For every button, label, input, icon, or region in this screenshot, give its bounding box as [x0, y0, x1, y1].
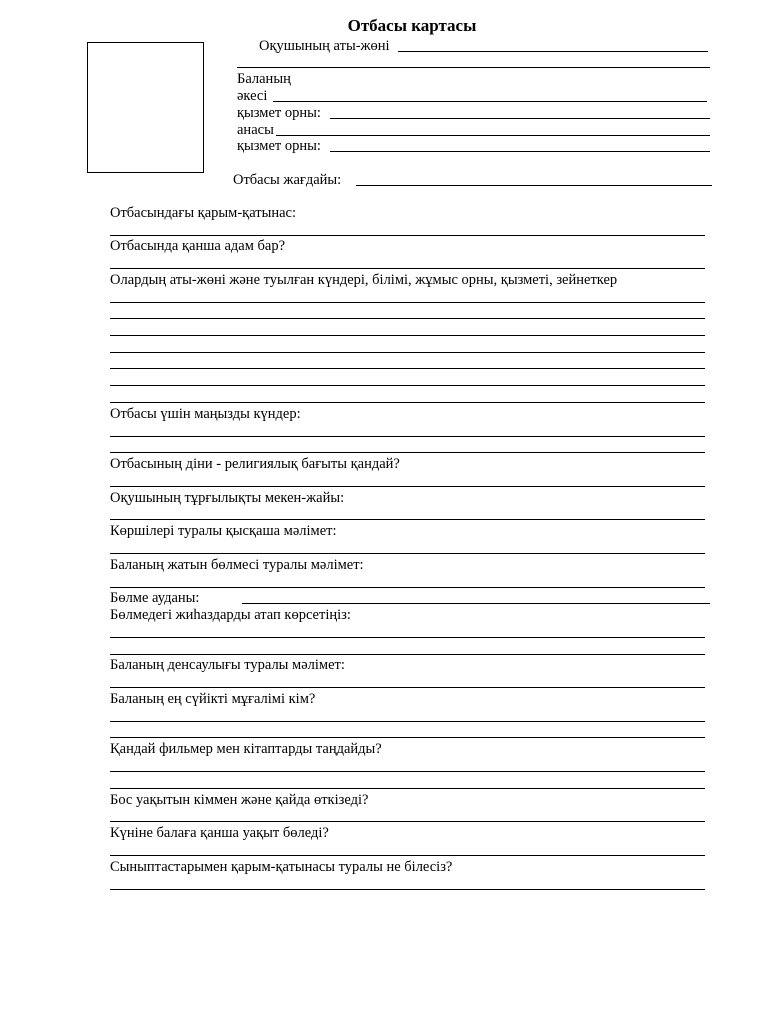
answer-line[interactable]	[110, 402, 705, 403]
student-name-label: Оқушының аты-жөні	[259, 38, 390, 54]
question-family-size: Отбасында қанша адам бар?	[110, 238, 286, 254]
answer-line[interactable]	[110, 335, 705, 336]
answer-line[interactable]	[110, 553, 705, 554]
photo-placeholder-box[interactable]	[87, 42, 204, 173]
answer-line[interactable]	[110, 436, 705, 437]
father-workplace-line[interactable]	[330, 118, 710, 119]
question-health: Баланың денсаулығы туралы мәлімет:	[110, 657, 345, 673]
mother-line[interactable]	[276, 135, 710, 136]
question-relationships: Отбасындағы қарым-қатынас:	[110, 205, 297, 221]
question-neighbors: Көршілері туралы қысқаша мәлімет:	[110, 523, 337, 539]
question-time-for-child: Күніне балаға қанша уақыт бөледі?	[110, 825, 329, 841]
question-address: Оқушының тұрғылықты мекен-жайы:	[110, 490, 345, 506]
question-religion: Отбасының діни - религиялық бағыты қандай?	[110, 456, 400, 472]
family-status-line[interactable]	[356, 185, 712, 186]
question-classmates: Сыныптастарымен қарым-қатынасы туралы не білесіз?	[110, 859, 453, 875]
answer-line[interactable]	[110, 821, 705, 822]
answer-line[interactable]	[110, 587, 705, 588]
answer-line[interactable]	[110, 721, 705, 722]
answer-line[interactable]	[110, 637, 705, 638]
question-members-details: Олардың аты-жөні және туылған күндері, білімі, жұмыс орны, қызметі, зейнеткер	[110, 272, 618, 288]
room-area-line[interactable]	[242, 603, 710, 604]
question-room-area: Бөлме ауданы:	[110, 590, 200, 606]
child-label: Баланың	[237, 71, 291, 87]
question-furniture: Бөлмедегі жиһаздарды атап көрсетіңіз:	[110, 607, 351, 623]
answer-line[interactable]	[110, 302, 705, 303]
mother-label: анасы	[237, 122, 274, 138]
answer-line[interactable]	[110, 318, 705, 319]
page-title: Отбасы картасы	[347, 16, 477, 35]
father-line[interactable]	[273, 101, 707, 102]
answer-line[interactable]	[110, 368, 705, 369]
answer-line[interactable]	[110, 486, 705, 487]
answer-line[interactable]	[110, 385, 705, 386]
answer-line[interactable]	[110, 687, 705, 688]
question-free-time: Бос уақытын кіммен және қайда өткізеді?	[110, 792, 369, 808]
answer-line[interactable]	[110, 855, 705, 856]
answer-line[interactable]	[110, 452, 705, 453]
student-name-line-2[interactable]	[237, 67, 710, 68]
answer-line[interactable]	[110, 889, 705, 890]
student-name-line[interactable]	[398, 51, 708, 52]
father-workplace-label: қызмет орны:	[237, 105, 321, 121]
mother-workplace-label: қызмет орны:	[237, 138, 321, 154]
answer-line[interactable]	[110, 519, 705, 520]
answer-line[interactable]	[110, 771, 705, 772]
answer-line[interactable]	[110, 737, 705, 738]
answer-line[interactable]	[110, 268, 705, 269]
question-films-books: Қандай фильмер мен кітаптарды таңдайды?	[110, 741, 382, 757]
answer-line[interactable]	[110, 352, 705, 353]
father-label: әкесі	[237, 88, 268, 104]
mother-workplace-line[interactable]	[330, 151, 710, 152]
question-bedroom: Баланың жатын бөлмесі туралы мәлімет:	[110, 557, 364, 573]
question-important-dates: Отбасы үшін маңызды күндер:	[110, 406, 301, 422]
answer-line[interactable]	[110, 788, 705, 789]
question-favorite-teacher: Баланың ең сүйікті мұғалімі кім?	[110, 691, 316, 707]
answer-line[interactable]	[110, 654, 705, 655]
answer-line[interactable]	[110, 235, 705, 236]
family-status-label: Отбасы жағдайы:	[233, 172, 342, 188]
